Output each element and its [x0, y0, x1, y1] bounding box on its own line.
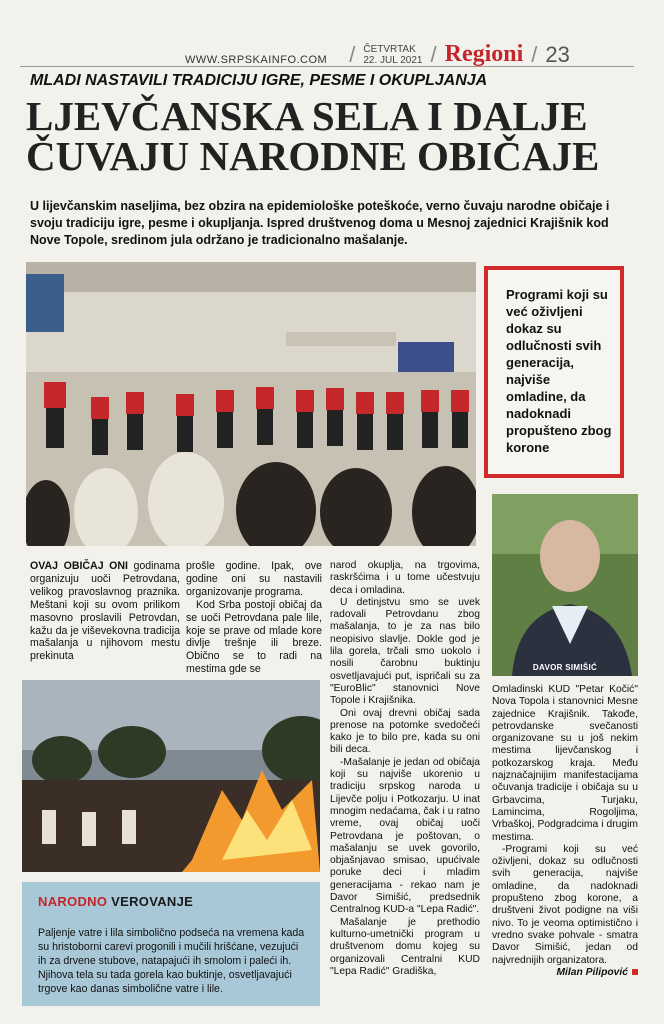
- column-2-paragraph-2: Kod Srba postoji običaj da se uoči Petrovdana pale lile, koje se prave od mlade kore divlje trešnje ili breze. Obično se to radi na mestima gde se: [186, 598, 322, 676]
- bonfire-photo: [22, 680, 320, 872]
- header-rule: [20, 66, 634, 67]
- issue-date: [363, 44, 422, 66]
- portrait-photo: [492, 494, 638, 676]
- article-column-4: [492, 684, 638, 979]
- column-4-paragraph-2: -Programi koji su već oživljeni, dokaz su odlučnosti svih generacija, najviše omladine, da nadoknadi propušteno zbog korone, a društveni život podigne na viši nivo. To je veoma optimistično i vredno svake pohvale - smatra Davor Simišić, jedan od najvrednijih organizatora.: [492, 843, 638, 966]
- sidebar-box-title-highlight: NARODNO: [38, 894, 108, 909]
- dance-photo-illustration: [26, 262, 476, 546]
- article-lead: U lijevčanskim naseljima, bez obzira na epidemiološke poteškoće, verno čuvaju narodne običaje i svoju tradiciju igre, pesme i okupljanja. Ispred društvenog doma u Mesnoj zajednici Krajišnik kod Nove Topole, sredinom jula održano je tradicionalno mašalanje.: [30, 199, 610, 247]
- portrait-caption: DAVOR SIMIŠIĆ: [532, 663, 598, 672]
- author-name: Milan Pilipović: [556, 966, 628, 978]
- portrait-illustration: [492, 494, 638, 676]
- article-column-2: [186, 560, 322, 676]
- issue-day: ČETVRTAK: [363, 44, 416, 55]
- column-3-paragraph-3: Oni ovaj drevni običaj sada prenose na potomke svedočeći kako je to bilo pre, kada su oni bili deca.: [330, 707, 480, 756]
- page-number: 23: [545, 42, 570, 67]
- website-url[interactable]: WWW.SRPSKAINFO.COM: [185, 54, 328, 66]
- article-headline: LJEVČANSKA SELA I DALJE ČUVAJU NARODNE OBIČAJE: [26, 93, 600, 179]
- sidebar-box-title: [38, 894, 193, 909]
- page-header: [185, 30, 634, 66]
- bonfire-illustration: [22, 680, 320, 872]
- column-3-paragraph-4: -Mašalanje je jedan od običaja koji su najviše ukorenio u tradiciju srpskog naroda u Lijevče polju i Potkozarju. U inat mnogim nedaćama, čak i u ratno vreme, ovaj običaj uoči Petrovdana je poštovan, o mašalanju se uvek govorilo, objašnjavao smisao, upućivale poruke deci i mladim generacijama - rekao nam je Davor Simišić, predsednik Centralnog KUD-a "Lepa Radić".: [330, 756, 480, 916]
- column-4-paragraph-1: Omladinski KUD "Petar Kočić" Nova Topola i stanovnici Mesne zajednice Krajišnik. Takođe, petrovdanske svečanosti organizovane su u još nekim mestima lijevčanskog i potkozarskog kraja. Među najznačajnijim manifestacijama očuvanja tradicije i običaja su u Grbavcima, Turjaku, Lamincima, Rogoljima, Vrbaškoj, Podgradcima i drugim mestima.: [492, 684, 638, 843]
- pull-quote: [484, 266, 624, 478]
- column-3-paragraph-1: narod okuplja, na trgovima, raskršćima i u tome učestvuju deca i omladina.: [330, 560, 480, 596]
- article-kicker: MLADI NASTAVILI TRADICIJU IGRE, PESME I OKUPLJANJA: [30, 72, 488, 89]
- article-column-1: [30, 560, 180, 663]
- author-signoff: [492, 967, 638, 979]
- column-2-paragraph-1: prošle godine. Ipak, ove godine oni su nastavili organizovanje programa.: [186, 560, 322, 598]
- section-name: Regioni: [444, 41, 524, 67]
- header-divider: /: [430, 42, 437, 67]
- issue-date-value: 22. JUL 2021: [363, 55, 423, 66]
- header-divider: /: [531, 42, 538, 67]
- column-opening: OVAJ OBIČAJ ONI: [30, 560, 128, 572]
- dance-photo: [26, 262, 476, 546]
- header-divider: /: [349, 42, 356, 67]
- pull-quote-text: Programi koji su već oživljeni dokaz su odlučnosti svih generacija, najviše omladine, da nadoknadi propušteno zbog korone: [506, 287, 612, 455]
- sidebar-box-text: Paljenje vatre i lila simbolično podseća na vremena kada su hristoborni carevi progonili i mučili hrišćane, vezujući ih za drvene stubove, natapajući ih smolom i paleći ih. Njihova tela su tada gorela kao buktinje, osvetljavajući trgove kao danas simbolične vatre i lile.: [38, 927, 305, 995]
- end-mark-icon: [632, 969, 638, 975]
- article-column-3: [330, 560, 480, 978]
- sidebar-box: [22, 882, 320, 1006]
- column-1-paragraph: godinama organizuju uoči Petrovdana, velikog pravoslavnog praznika. Meštani koji su ovom prilikom masovno proslavili Petrovdan, kažu da je viševekovna tradicija mašalanja u njihovom mestu prekinuta: [30, 560, 180, 663]
- sidebar-box-title-rest: VEROVANJE: [107, 894, 194, 909]
- column-3-paragraph-2: U detinjstvu smo se uvek radovali Petrovdanu zbog mašalanja, to je za nas bilo neopisivo slavlje. Dokle god je lila gorela, trčali smo uokolo i nosili čarobnu buktinju osvetljavajući put, ispričali su za "EuroBlic" stanovnici Nove Topole i Krajišnika.: [330, 596, 480, 707]
- column-3-paragraph-5: Mašalanje je prethodio kulturno-umetnički program u društvenom domu kojeg su organizovali Centralni KUD "Lepa Radić" Gradiška,: [330, 916, 480, 977]
